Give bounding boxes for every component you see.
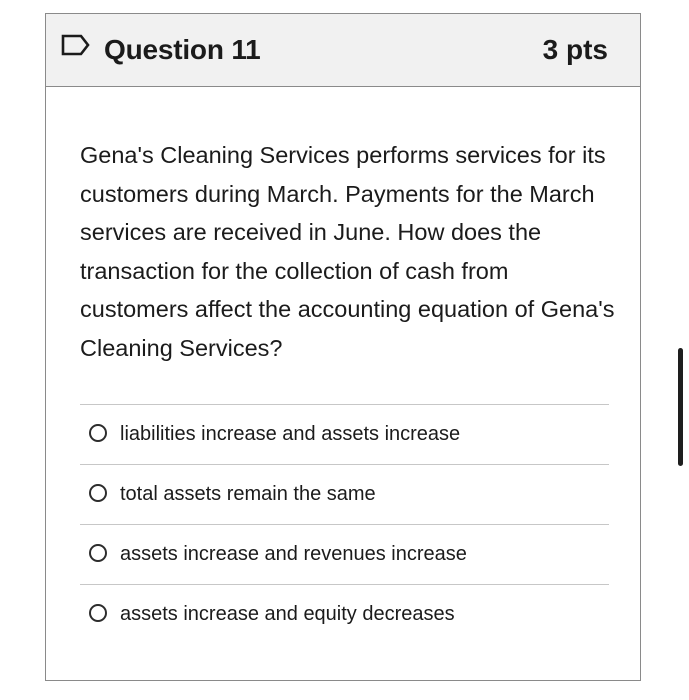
question-points: 3 pts <box>542 34 608 65</box>
answer-label[interactable]: assets increase and equity decreases <box>120 603 455 625</box>
radio-button[interactable] <box>89 604 107 622</box>
answer-option[interactable] <box>80 405 609 465</box>
question-header <box>46 14 640 87</box>
radio-button[interactable] <box>89 484 107 502</box>
answer-option[interactable] <box>80 465 609 525</box>
question-text: Gena's Cleaning Services performs services for its customers during March. Payments for the March services are received in June. How does the transaction for the collection of cash from customers affect the accounting equation of Gena's Cleaning Services? <box>80 142 615 361</box>
answer-option[interactable] <box>80 585 609 645</box>
radio-button[interactable] <box>89 544 107 562</box>
question-title: Question 11 <box>104 34 261 65</box>
flag-outline-icon[interactable] <box>61 34 91 56</box>
scrollbar-thumb[interactable] <box>678 348 683 466</box>
answer-label[interactable]: liabilities increase and assets increase <box>120 423 461 445</box>
radio-button[interactable] <box>89 424 107 442</box>
answer-label[interactable]: assets increase and revenues increase <box>120 543 467 565</box>
answer-option[interactable] <box>80 525 609 585</box>
answer-list <box>80 404 609 645</box>
question-card <box>45 13 641 681</box>
answer-label[interactable]: total assets remain the same <box>120 483 376 505</box>
